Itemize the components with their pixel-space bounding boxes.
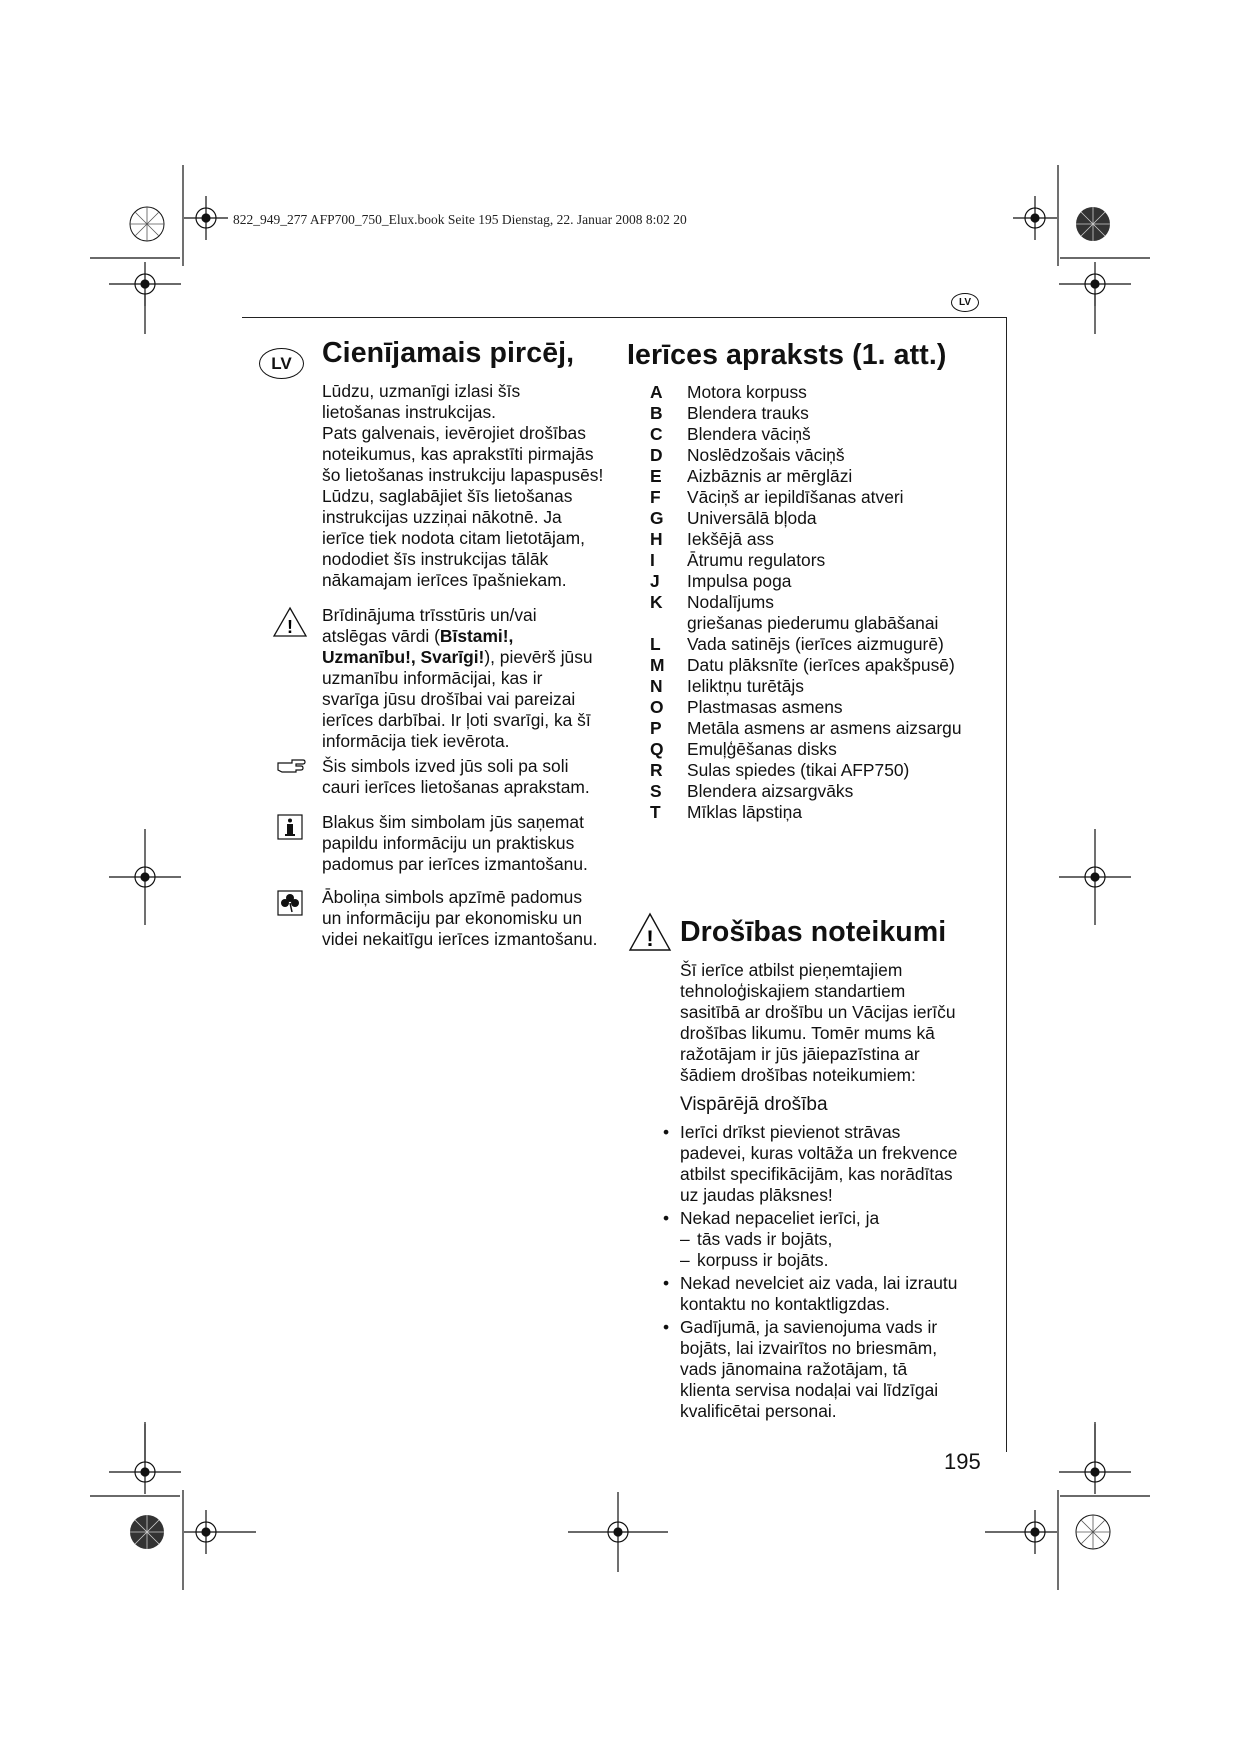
file-info-line: 822_949_277 AFP700_750_Elux.book Seite 195 Dienstag, 22. Januar 2008 8:02 20 [233, 212, 687, 227]
info-text: Blakus šim simbolam jūs saņemat papildu informāciju un praktiskus padomus par ierīces izmantošanu. [322, 812, 588, 874]
list-item: • Gadījumā, ja savienojuma vads ir bojāts, lai izvairītos no briesmām, vads jānomaina ražotājam, tā klienta servisa nodaļai vai līdzīgai kvalificētai personai. [663, 1317, 939, 1421]
greeting-title: Cienījamais pircēj, [322, 337, 575, 369]
safety-bullets [663, 1122, 957, 1422]
list-item: D Noslēdzošais vāciņš [650, 445, 845, 465]
eco-text: Āboliņa simbols apzīmē padomus un informāciju par ekonomisku un videi nekaitīgu ierīces izmantošanu. [322, 887, 598, 949]
page-number: 195 [944, 1449, 981, 1474]
list-item: griešanas piederumu glabāšanai [687, 613, 939, 633]
safety-intro: Šī ierīce atbilst pieņemtajiem tehnoloģiskajiem standartiem sasitībā ar drošību un Vācijas ierīču drošības likumu. Tomēr mums kā ražotājam ir jūs jāiepazīstina ar šādiem drošības noteikumiem: [680, 960, 956, 1085]
list-item: M Datu plāksnīte (ierīces apakšpusē) [650, 655, 955, 675]
warning-triangle-icon [272, 606, 308, 638]
list-item: • Nekad nepaceliet ierīci, ja [663, 1208, 880, 1228]
device-description-title: Ierīces apraksts (1. att.) [627, 339, 947, 371]
list-item: J Impulsa poga [650, 571, 792, 591]
parts-list [650, 382, 962, 823]
list-item: K Nodalījums [650, 592, 774, 612]
list-item: R Sulas spiedes (tikai AFP750) [650, 760, 910, 780]
list-item: Q Emuļģēšanas disks [650, 739, 837, 759]
list-item: L Vada satinējs (ierīces aizmugurē) [650, 634, 944, 654]
warning-text: Brīdinājuma trīsstūris un/vai atslēgas vārdi (Bīstami!, Uzmanību!, Svarīgi!), pievērš jūsu uzmanību informācijai, kas ir svarīga jūsu drošībai vai pareizai ierīces darbībai. Ir ļoti svarīgi, ka šī informācija tiek ievērota. [322, 605, 593, 751]
info-icon [277, 814, 303, 840]
language-badge: LV [259, 348, 304, 379]
list-item: B Blendera trauks [650, 403, 809, 423]
pointing-hand-icon [276, 757, 306, 775]
list-item: N Ieliktņu turētājs [650, 676, 804, 696]
list-item: – tās vads ir bojāts, [680, 1229, 833, 1249]
language-badge-small: LV [951, 293, 979, 312]
list-item: I Ātrumu regulators [650, 550, 826, 570]
list-item: P Metāla asmens ar asmens aizsargu [650, 718, 962, 738]
safety-title: Drošības noteikumi [680, 916, 947, 948]
list-item: • Nekad nevelciet aiz vada, lai izrautu kontaktu no kontaktligzdas. [663, 1273, 958, 1314]
top-rule [242, 317, 1007, 318]
right-rule [1006, 317, 1007, 1452]
safety-warning-triangle-icon [628, 912, 672, 952]
list-item: C Blendera vāciņš [650, 424, 811, 444]
list-item: S Blendera aizsargvāks [650, 781, 854, 801]
list-item: G Universālā bļoda [650, 508, 817, 528]
intro-text: Lūdzu, uzmanīgi izlasi šīs lietošanas instrukcijas. Pats galvenais, ievērojiet drošības noteikumus, kas aprakstīti pirmajās šo lietošanas instrukciju lapaspusēs! Lūdzu, saglabājiet šīs lietošanas instrukcijas uzziņai nākotnē. Ja ierīce tiek nodota citam lietotājam, nododiet šīs instrukcijas tālāk nākamajam ierīces īpašniekam. [322, 381, 604, 590]
step-text: Šis simbols izved jūs soli pa soli cauri ierīces lietošanas aprakstam. [322, 756, 590, 797]
list-item: E Aizbāznis ar mērglāzi [650, 466, 853, 486]
general-safety-subheading: Vispārējā drošība [680, 1094, 828, 1115]
list-item: T Mīklas lāpstiņa [650, 802, 803, 822]
svg-text:!: ! [287, 617, 293, 637]
list-item: • Ierīci drīkst pievienot strāvas padevei, kuras voltāža un frekvence atbilst specifikācijām, kas norādītas uz jaudas plāksnes! [663, 1122, 958, 1205]
list-item: A Motora korpuss [650, 382, 807, 402]
svg-text:!: ! [646, 926, 654, 951]
list-item: H Iekšējā ass [650, 529, 774, 549]
clover-icon [277, 890, 303, 916]
list-item: F Vāciņš ar iepildīšanas atveri [650, 487, 904, 507]
list-item: – korpuss ir bojāts. [680, 1250, 829, 1270]
list-item: O Plastmasas asmens [650, 697, 843, 717]
